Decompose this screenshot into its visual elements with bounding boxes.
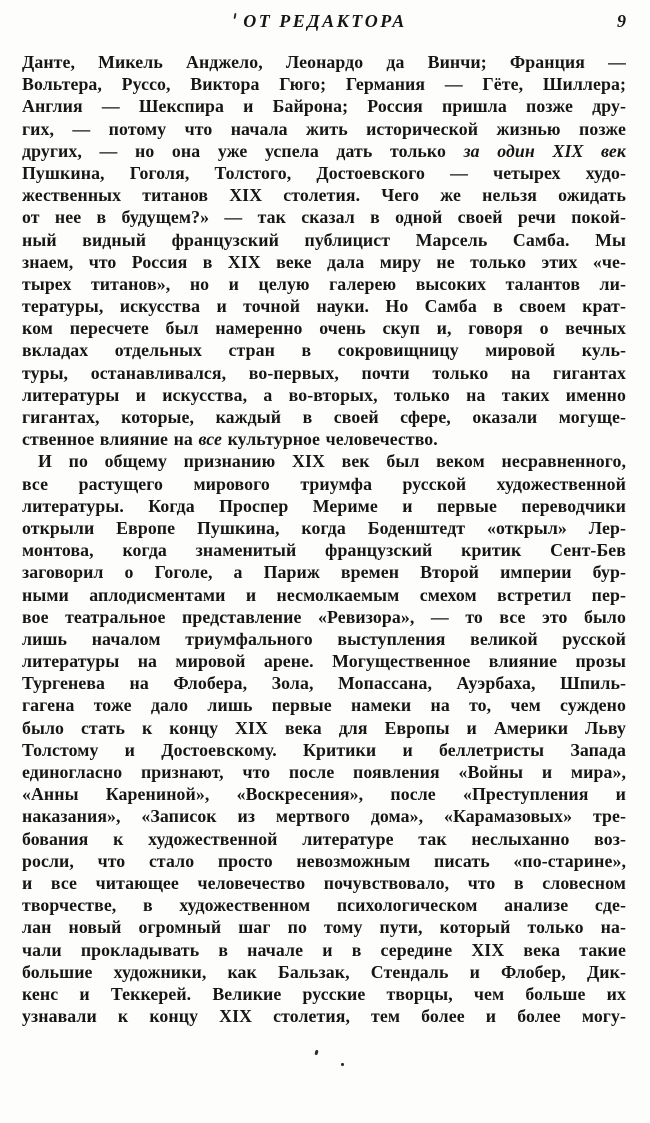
text-segment: жественных титанов XIX столетия. Чего же нельзя ожидать xyxy=(22,185,626,206)
text-segment: тырех титанов», но и целую галерею высоких талантов ли- xyxy=(22,273,626,294)
text-segment: культурное человечество. xyxy=(222,429,438,450)
text-segment: гих, — потому что начала жить исторической жизнью позже xyxy=(22,118,626,139)
text-segment: вое театральное представление «Ревизора», — то все это было xyxy=(22,606,626,627)
text-segment: от нее в будущем?» — так сказал в одной своей речи покой- xyxy=(22,207,626,228)
text-line xyxy=(22,450,626,472)
text-line xyxy=(22,73,626,95)
text-block xyxy=(22,51,626,1027)
text-line xyxy=(22,406,626,428)
text-line xyxy=(22,162,626,184)
text-line xyxy=(22,428,626,450)
text-line xyxy=(22,961,626,983)
text-line xyxy=(22,273,626,295)
text-segment: гигантах, которые, каждый в своей сфере, оказали могуще- xyxy=(22,407,626,427)
text-segment: чали прокладывать в начале и в середине XIX века такие xyxy=(22,939,626,960)
text-segment: «Анны Карениной», «Воскресения», после «Преступления и xyxy=(22,784,626,805)
text-line xyxy=(22,916,626,938)
text-segment: монтова, когда знаменитый французский критик Сент-Бев xyxy=(22,540,626,561)
text-line xyxy=(22,184,626,206)
text-segment: гагена тоже дало лишь первые намеки на то, чем суждено xyxy=(22,695,626,716)
text-line xyxy=(22,317,626,339)
text-segment: кенс и Теккерей. Великие русские творцы, чем больше их xyxy=(22,983,626,1004)
text-segment: открыли Европе Пушкина, когда Боденштедт «открыл» Лер- xyxy=(22,517,626,538)
text-line xyxy=(22,783,626,805)
text-line xyxy=(22,939,626,961)
text-line xyxy=(22,539,626,561)
text-segment: И по общему признанию XIX век был веком несравненного, xyxy=(38,451,626,472)
text-segment: литературы. Когда Проспер Мериме и первые переводчики xyxy=(22,495,626,516)
text-segment: все растущего мирового триумфа русской художественной xyxy=(22,473,626,494)
text-line xyxy=(22,761,626,783)
text-segment: Пушкина, Гоголя, Толстого, Достоевского — четырех худо- xyxy=(22,162,626,183)
ink-speck xyxy=(341,1063,344,1066)
text-line xyxy=(22,140,626,162)
text-segment: заговорил о Гоголе, а Париж времен Второй империи бур- xyxy=(22,562,626,583)
text-segment: лишь началом триумфального выступления великой русской xyxy=(22,628,626,649)
text-line xyxy=(22,495,626,517)
text-line xyxy=(22,362,626,384)
text-line xyxy=(22,339,626,361)
text-segment: ком пересчете был намеренно очень скуп и, говоря о вечных xyxy=(22,318,626,339)
text-line xyxy=(22,894,626,916)
text-line xyxy=(22,584,626,606)
text-line xyxy=(22,717,626,739)
text-segment: и все читающее человечество почувствовало, что в словесном xyxy=(22,872,626,893)
text-line xyxy=(22,828,626,850)
text-segment: Англия — Шекспира и Байрона; Россия пришла позже дру- xyxy=(22,96,626,117)
text-line xyxy=(22,473,626,495)
italic-text-segment: все xyxy=(198,429,223,450)
text-line xyxy=(22,850,626,872)
text-line xyxy=(22,251,626,273)
text-line xyxy=(22,872,626,894)
text-line xyxy=(22,983,626,1005)
text-segment: туры, останавливался, во-первых, почти только на гигантах xyxy=(22,362,626,383)
text-segment: творчестве, в художественном психологическом анализе сде- xyxy=(22,895,626,916)
text-line xyxy=(22,606,626,628)
text-line xyxy=(22,118,626,140)
text-line xyxy=(22,561,626,583)
running-title: ОТ РЕДАКТОРА xyxy=(243,11,407,31)
text-segment: Вольтера, Руссо, Виктора Гюго; Германия — Гёте, Шиллера; xyxy=(22,74,626,95)
text-segment: росли, что стало просто невозможным писать «по-старине», xyxy=(22,850,626,871)
text-line xyxy=(22,628,626,650)
text-line xyxy=(22,672,626,694)
text-line xyxy=(22,694,626,716)
text-segment: лан новый огромный шаг по тому пути, который только на- xyxy=(22,917,626,938)
text-segment: ственное влияние на xyxy=(22,429,199,450)
text-segment: вкладах отдельных стран в сокровищницу мировой куль- xyxy=(22,340,626,361)
text-segment: других, — но она уже успела дать только xyxy=(22,140,464,161)
text-segment: тературы, искусства и точной науки. Но Самба в своем крат- xyxy=(22,296,626,317)
text-line xyxy=(22,1005,626,1027)
text-segment: ными аплодисментами и несмолкаемым смехом встретил пер- xyxy=(22,584,626,605)
text-segment: Толстому и Достоевскому. Критики и беллетристы Запада xyxy=(22,739,626,760)
text-segment: было стать к концу XIX века для Европы и Америки Льву xyxy=(22,717,626,738)
text-line xyxy=(22,384,626,406)
text-segment: большие художники, как Бальзак, Стендаль и Флобер, Дик- xyxy=(22,961,626,982)
text-line xyxy=(22,650,626,672)
text-segment: знаем, что Россия в XIX веке дала миру не только этих «че- xyxy=(22,251,626,272)
text-line xyxy=(22,517,626,539)
text-segment: литературы на мировой арене. Могущественное влияние прозы xyxy=(22,651,626,672)
text-segment: узнавали к концу XIX столетия, тем более и более могу- xyxy=(22,1006,626,1027)
italic-text-segment: за один XIX век xyxy=(463,140,626,161)
text-line xyxy=(22,95,626,117)
text-line xyxy=(22,805,626,827)
page-number: 9 xyxy=(617,11,626,31)
text-segment: единогласно признают, что после появления «Войны и мира», xyxy=(22,762,626,782)
text-line xyxy=(22,51,626,73)
text-segment: Тургенева на Флобера, Зола, Мопассана, Ауэрбаха, Шпиль- xyxy=(22,673,626,694)
text-segment: литературы и искусства, а во-вторых, только на таких именно xyxy=(22,384,626,405)
text-segment: ный видный французский публицист Марсель Самба. Мы xyxy=(22,229,626,250)
text-line xyxy=(22,295,626,317)
text-segment: Данте, Микель Анджело, Леонардо да Винчи; Франция — xyxy=(22,52,626,72)
text-line xyxy=(22,739,626,761)
ink-speck xyxy=(314,1050,318,1056)
text-segment: наказания», «Записок из мертвого дома», «Карамазовых» тре- xyxy=(22,806,626,827)
text-segment: бования к художественной литературе так неслыханно воз- xyxy=(22,828,626,849)
text-line xyxy=(22,229,626,251)
text-line xyxy=(22,206,626,228)
